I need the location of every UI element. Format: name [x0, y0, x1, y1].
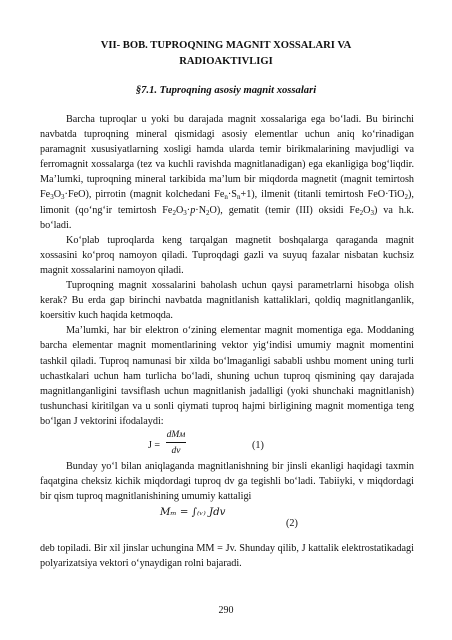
formula-1-numerator: dMм — [166, 429, 186, 443]
formula-2-expression: Mₘ = ∫₍ᵥ₎ Jdv — [160, 507, 226, 519]
section-title: §7.1. Tuproqning asosiy magnit xossalari — [135, 85, 317, 96]
paragraph-5: Bunday yo‘l bilan aniqlaganda magnitlanishning bir jinsli ekanligi haqidagi taxmin faqatgina cheksiz kichik miqdordagi tuproq dv ga tegishli bo‘ladi. Tabiiyki, v miqdordagi bir qism tuproq magnitlanishining umumiy kattaligi — [40, 460, 414, 503]
body-text — [40, 112, 414, 533]
formula-1-fraction — [166, 429, 186, 457]
paragraph-2: Ko‘plab tuproqlarda keng tarqalgan magnetit boshqalarga qaraganda magnit xossasini ko‘proq namoyon qiladi. Tuproqdagi gazli va suyuq fazalar nisbatan kuchsiz magnit xossalarini namoyon qiladi. — [40, 234, 414, 276]
formula-1 — [40, 429, 414, 459]
paragraph-3: Tuproqning magnit xossalarini baholash uchun qaysi parametrlarni hisobga olish kerak? Bu erda gap birinchi navbatda magnitlanish kattaliklari, qoldiq magnitlanganlik, koersitiv kuch haqida ketmoqda. — [40, 280, 414, 322]
formula-2-number: (2) — [286, 518, 298, 530]
formula-2 — [40, 504, 414, 533]
paragraph-4: Ma’lumki, har bir elektron o‘zining elementar magnit momentiga ega. Moddaning barcha elementar magnit momentlarining vektor yig‘indisi umumiy magnit momentini tashkil qiladi. Tuproq namunasi bir xilda bo‘lmaganligi sababli ushbu moment uning turli uchastkalari uchun ham turlicha bo‘ladi, shuning uchun tuproq qismining qay darajada magnitlanganligini tavsiflash uchun magnitlanish jadalligi (yoki shunchaki magnitlanish) tushunchasi kiritilgan va u sonli qiymati tuproq hajmi birligining magnit momentiga teng bo‘lgan J vektorini ifodalaydi: — [40, 325, 414, 427]
chapter-title — [40, 38, 412, 70]
page-number: 290 — [218, 605, 234, 616]
formula-1-number: (1) — [252, 439, 264, 451]
formula-1-denominator: dv — [171, 445, 181, 456]
chapter-title-line-1: VII- BOB. TUPROQNING MAGNIT XOSSALARI VA — [100, 40, 352, 51]
paragraph-1: Barcha tuproqlar u yoki bu darajada magnit xossalariga ega bo‘ladi. Bu birinchi navbatda tuproqning mineral qismidagi asosiy elementlar uchun aniq ko‘rinadigan paramagnit xususiyatlarning xosligi hamda ularda temir birikmalarining mavjudligi va ferromagnit xossalarga (tez va kuchli ravishda magnitlanadigan) ega ekanligiga bog‘liqdir. Ma’lumki, tuproqning mineral tarkibida ma’lum bir miqdorda magnetit (magnit temirtosh $Fe_3O_3\cdot FeO$), pirrotin (magnit kolchedani $Fe_n\cdot S_n+1$), ilmenit (titanli temirtosh FeO·TiO$_2$), limonit (qo‘ng‘ir temirtosh $Fe_2O_3\cdot p\cdot N_2O$), gematit (temir (III) oksidi $Fe_2O_3$) va h.k. bo‘ladi. — [40, 114, 414, 231]
closing-text — [40, 541, 414, 571]
paragraph-6: deb topiladi. Bir xil jinslar uchungina MM = Jv. Shunday qilib, J kattalik elektrostatikadagi polyarizatsiya vektori o‘ynaydigan rolni bajaradi. — [40, 543, 414, 570]
formula-1-lhs: J = — [148, 439, 161, 451]
chapter-title-line-2: RADIOAKTIVLIGI — [179, 56, 273, 67]
